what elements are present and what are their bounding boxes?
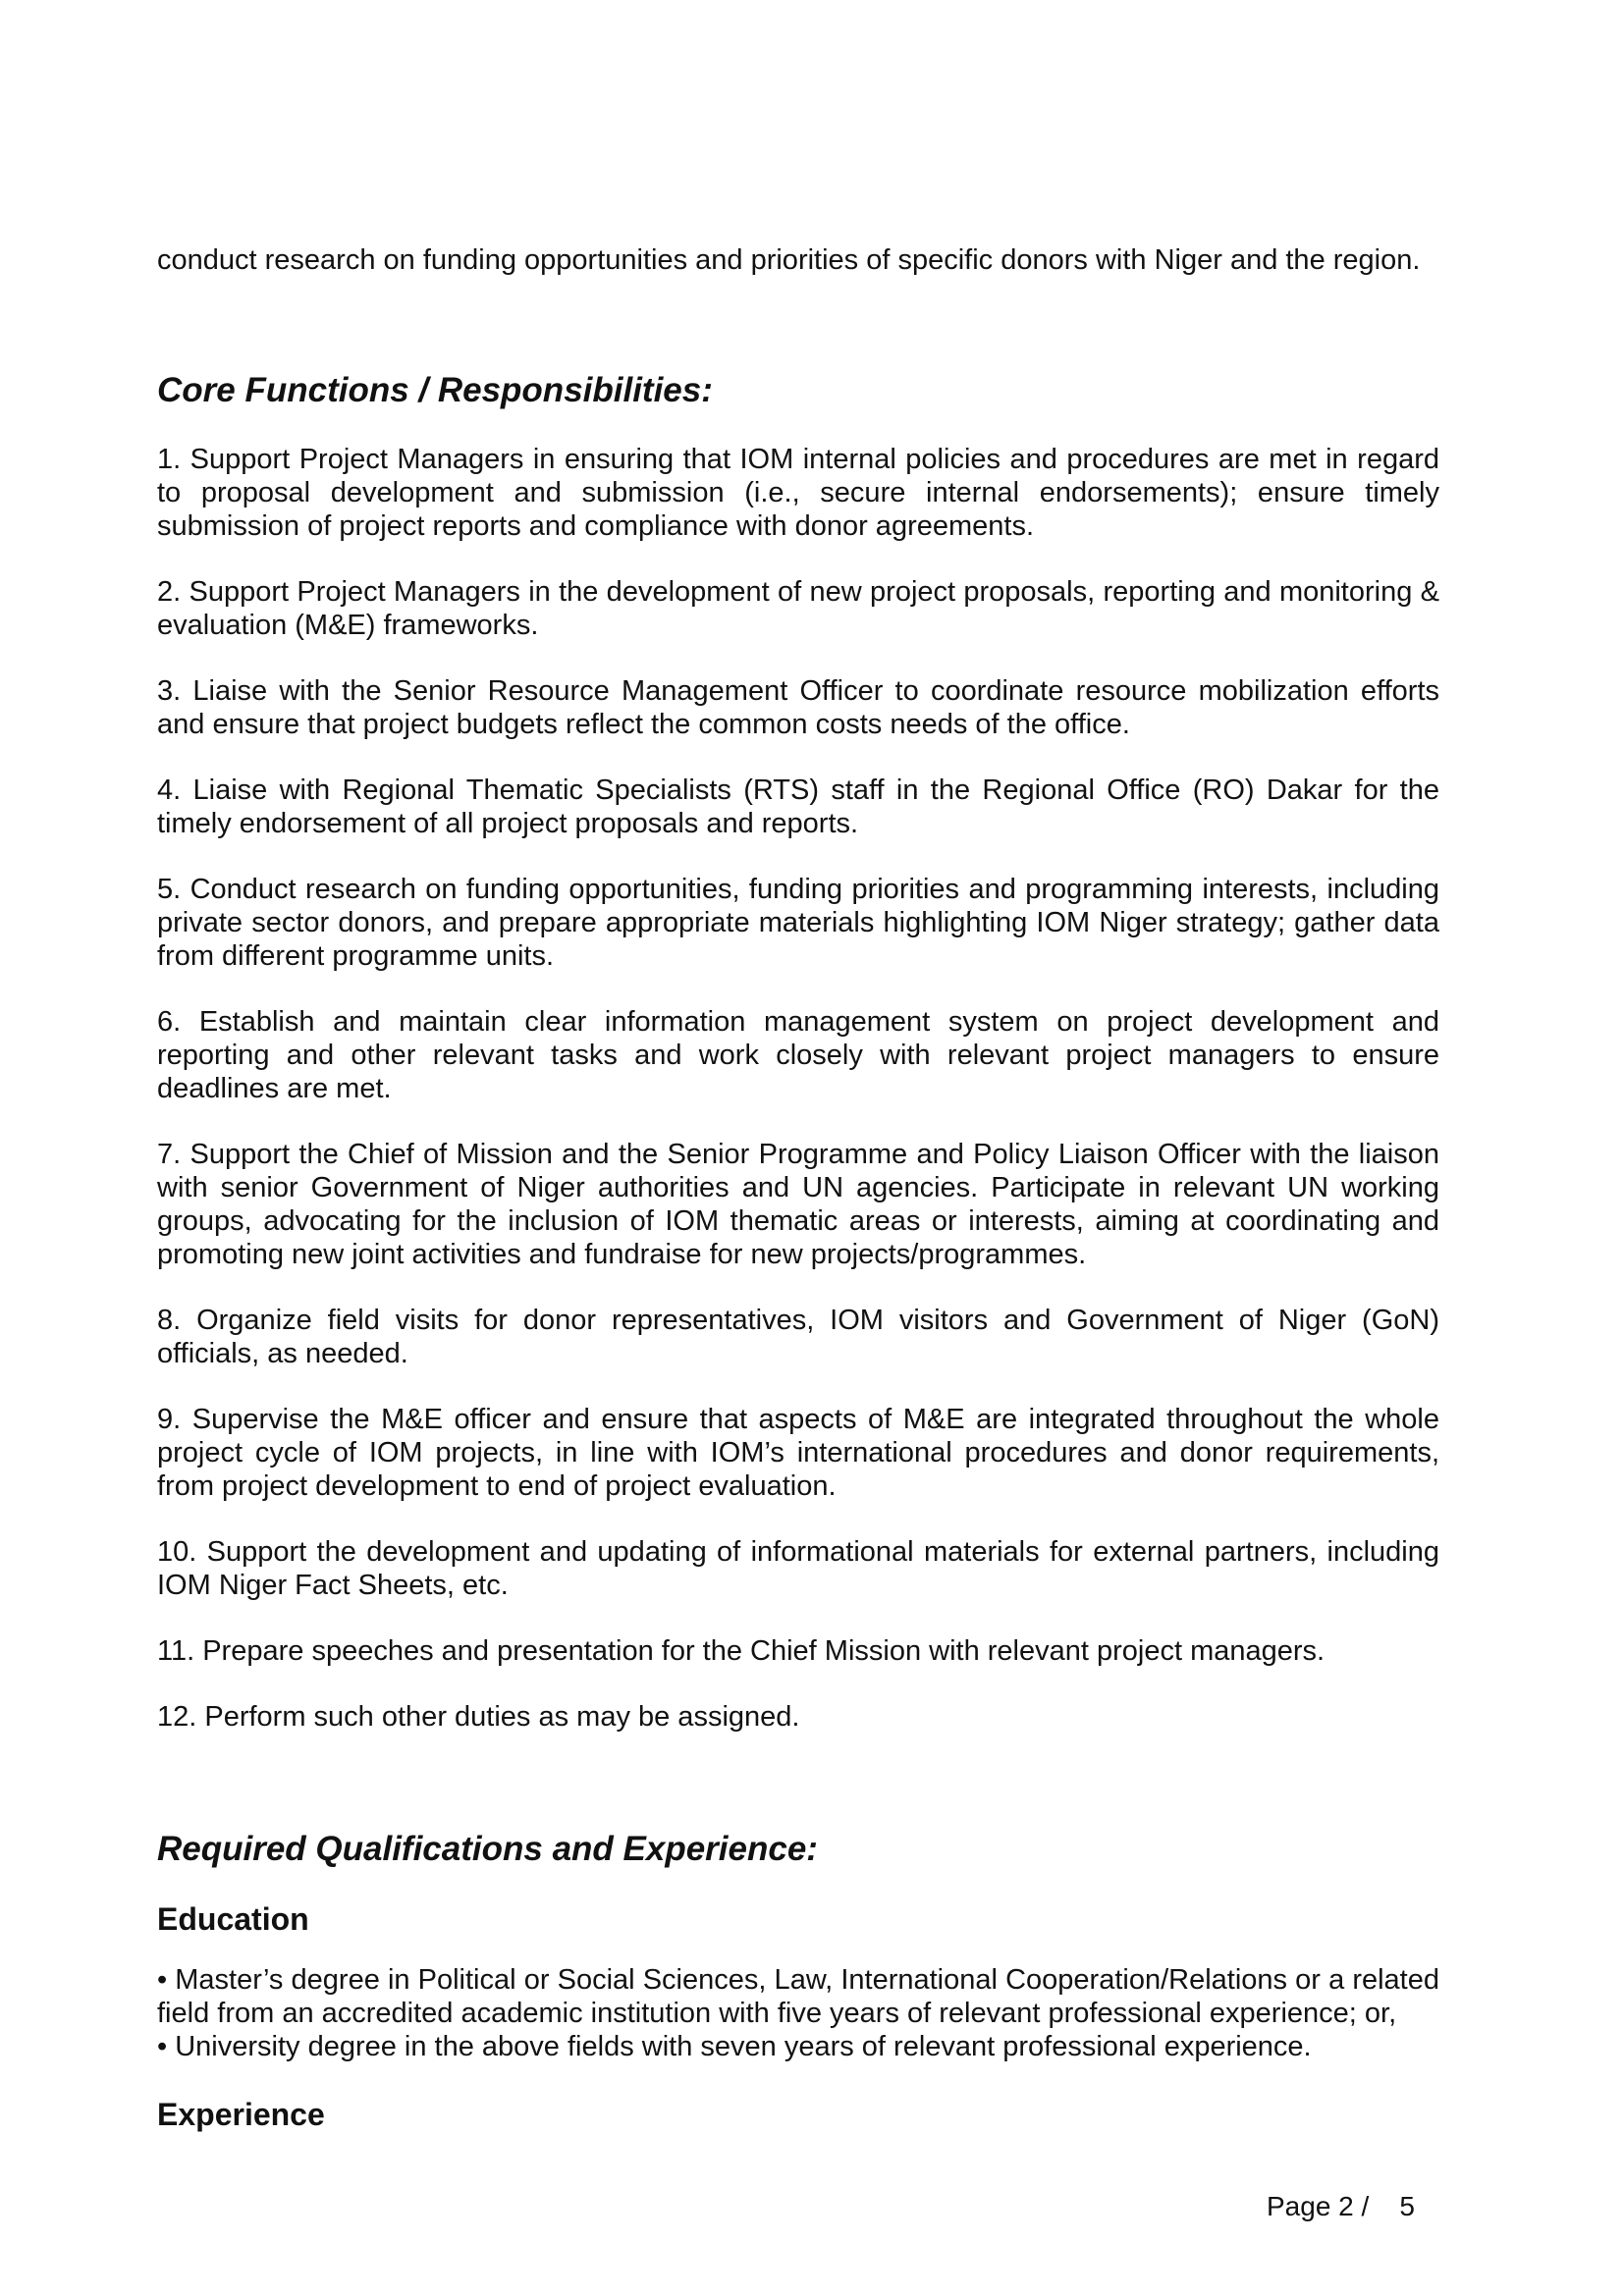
- education-heading: Education: [157, 1901, 309, 1937]
- education-item: • University degree in the above fields with seven years of relevant professional experience.: [157, 2031, 1312, 2062]
- list-item: 8. Organize field visits for donor representatives, IOM visitors and Government of Niger (GoN) officials, as needed.: [157, 1305, 1439, 1369]
- list-item: 4. Liaise with Regional Thematic Specialists (RTS) staff in the Regional Office (RO) Dakar for the timely endorsement of all project proposals and reports.: [157, 774, 1439, 839]
- list-item: 7. Support the Chief of Mission and the Senior Programme and Policy Liaison Officer with the liaison with senior Government of Niger authorities and UN agencies. Participate in relevant UN working groups, advocating for the inclusion of IOM thematic areas or interests, aiming at coordinating and promoting new joint activities and fundraise for new projects/programmes.: [157, 1139, 1439, 1270]
- qualifications-heading: Required Qualifications and Experience:: [157, 1830, 818, 1868]
- list-item: 3. Liaise with the Senior Resource Management Officer to coordinate resource mobilization efforts and ensure that project budgets reflect the common costs needs of the office.: [157, 675, 1439, 740]
- list-item: 1. Support Project Managers in ensuring that IOM internal policies and procedures are met in regard to proposal development and submission (i.e., secure internal endorsements); ensure timely submission of project reports and compliance with donor agreements.: [157, 444, 1439, 542]
- education-item: • Master’s degree in Political or Social Sciences, Law, International Cooperation/Relations or a related field from an accredited academic institution with five years of relevant professional experience; or,: [157, 1964, 1439, 2029]
- education-list: [157, 1963, 1439, 2063]
- list-item: 11. Prepare speeches and presentation for the Chief Mission with relevant project managers.: [157, 1635, 1325, 1667]
- core-functions-heading: Core Functions / Responsibilities:: [157, 371, 713, 409]
- intro-paragraph: conduct research on funding opportunities and priorities of specific donors with Niger and the region.: [157, 244, 1421, 276]
- list-item: 12. Perform such other duties as may be assigned.: [157, 1701, 800, 1733]
- list-item: 5. Conduct research on funding opportunities, funding priorities and programming interests, including private sector donors, and prepare appropriate materials highlighting IOM Niger strategy; gather data from different programme units.: [157, 874, 1439, 972]
- experience-heading: Experience: [157, 2097, 325, 2132]
- list-item: 10. Support the development and updating of informational materials for external partners, including IOM Niger Fact Sheets, etc.: [157, 1536, 1439, 1601]
- list-item: 6. Establish and maintain clear information management system on project development and reporting and other relevant tasks and work closely with relevant project managers to ensure deadlines are met.: [157, 1006, 1439, 1104]
- list-item: 2. Support Project Managers in the development of new project proposals, reporting and monitoring & evaluation (M&E) frameworks.: [157, 576, 1439, 641]
- list-item: 9. Supervise the M&E officer and ensure that aspects of M&E are integrated throughout the whole project cycle of IOM projects, in line with IOM’s international procedures and donor requirements, from project development to end of project evaluation.: [157, 1404, 1439, 1502]
- core-functions-list: [157, 443, 1439, 1734]
- document-page: [157, 243, 1439, 2159]
- page-number: Page 2 / 5: [1267, 2191, 1415, 2221]
